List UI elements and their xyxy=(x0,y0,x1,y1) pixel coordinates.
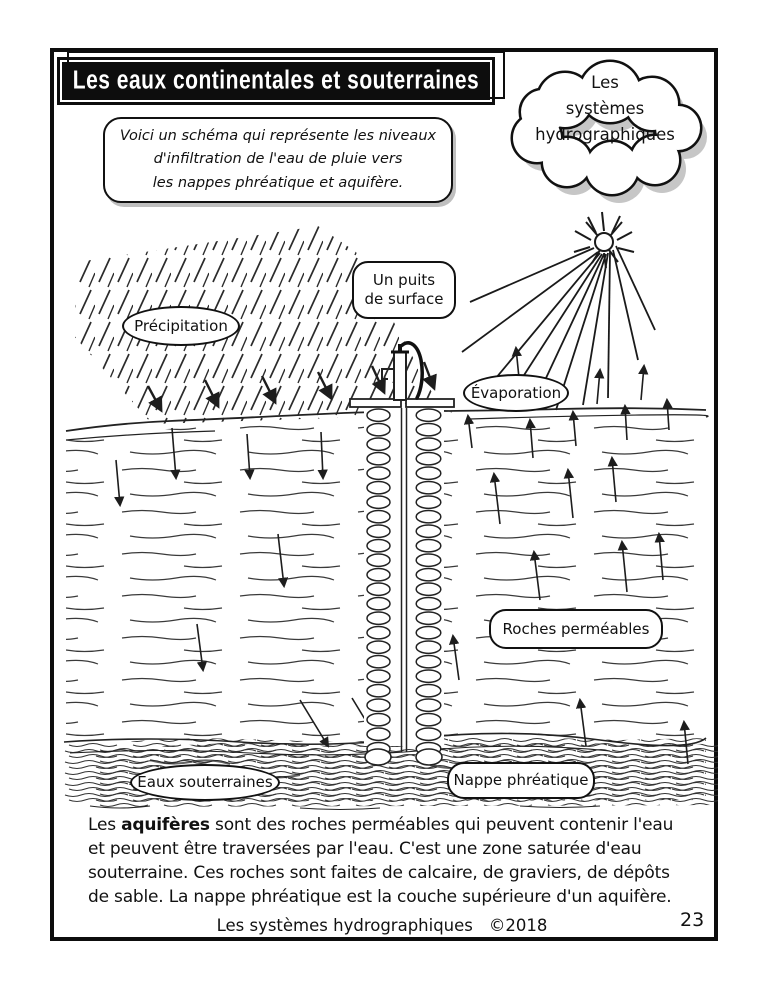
cloud-line: hydrographiques xyxy=(535,125,675,144)
cloud-line: Les xyxy=(591,73,619,92)
well-stones-left xyxy=(366,408,391,756)
label-text: Un puits xyxy=(372,271,436,290)
cloud-line: systèmes xyxy=(565,99,645,118)
label-text: Eaux souterraines xyxy=(137,773,273,792)
aquifer-paragraph xyxy=(88,813,712,909)
paragraph-text: Les xyxy=(88,815,122,835)
label-text: de surface xyxy=(364,290,444,308)
paragraph-line: de sable. La nappe phréatique est la couche supérieure d'un aquifère. xyxy=(88,887,672,907)
title-banner xyxy=(57,57,495,105)
paragraph-text: sont des roches perméables qui peuvent contenir l'eau xyxy=(209,815,674,835)
page-number: 23 xyxy=(680,909,705,931)
paragraph-line xyxy=(88,813,712,837)
footer-source: Les systèmes hydrographiques xyxy=(216,916,473,935)
paragraph-line: souterraine. Ces roches sont faites de calcaire, de graviers, de dépôts xyxy=(88,863,670,883)
label-text: Roches perméables xyxy=(502,619,650,638)
label-precipitation xyxy=(122,306,240,346)
intro-line: les nappes phréatique et aquifère. xyxy=(152,174,404,191)
intro-line: Voici un schéma qui représente les niveaux xyxy=(119,128,437,145)
well-stones-right xyxy=(415,408,442,756)
label-permeable-rocks xyxy=(489,609,663,649)
label-text: Évaporation xyxy=(470,383,562,402)
label-surface-well xyxy=(352,261,456,319)
cloud-caption xyxy=(505,70,705,148)
paragraph-line: et peuvent être traversées par l'eau. C'est une zone saturée d'eau xyxy=(88,839,642,859)
label-text: Nappe phréatique xyxy=(453,771,589,790)
page-title: Les eaux continentales et souterraines xyxy=(72,66,480,95)
footer-copyright: ©2018 xyxy=(488,916,548,935)
label-text: Précipitation xyxy=(134,316,228,335)
paragraph-bold-term: aquifères xyxy=(121,815,210,835)
label-water-table xyxy=(447,762,595,799)
intro-box xyxy=(103,117,453,203)
intro-line: d'infiltration de l'eau de pluie vers xyxy=(153,151,403,168)
well-icon xyxy=(350,343,454,765)
label-evaporation xyxy=(463,374,569,412)
label-groundwater xyxy=(130,764,280,801)
footer xyxy=(50,916,714,935)
